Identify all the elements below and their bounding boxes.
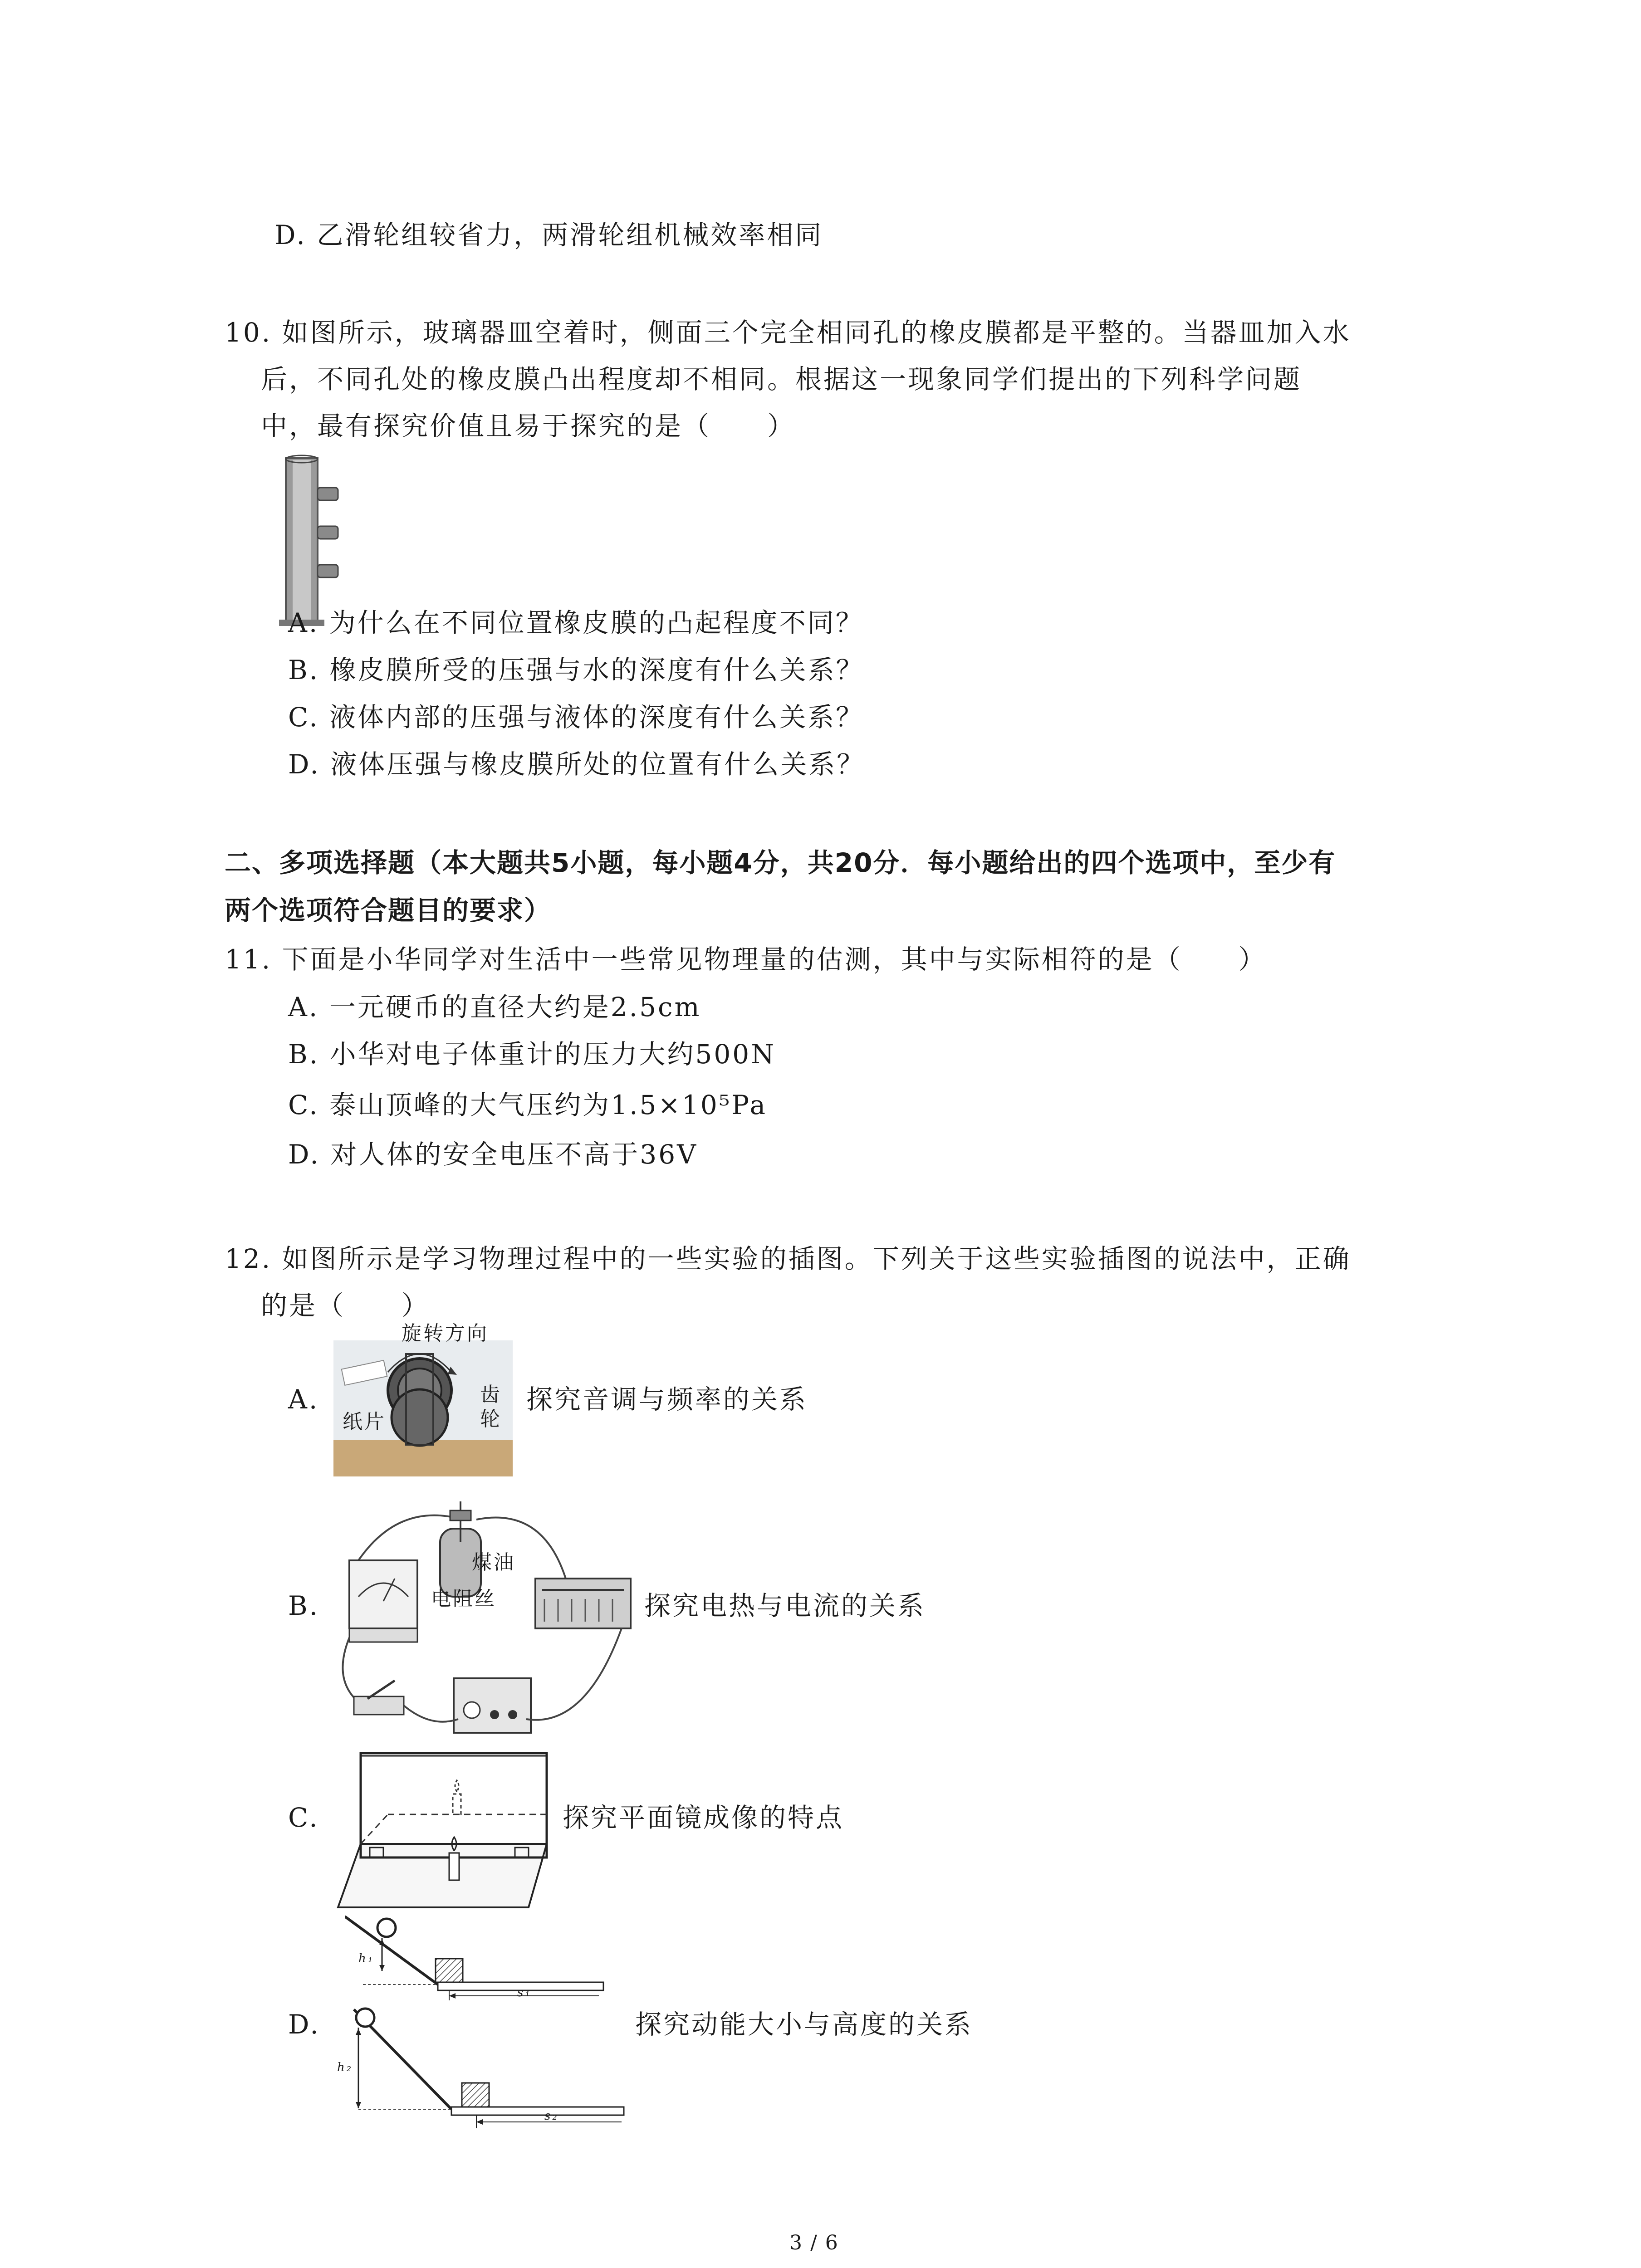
q10-stem-line2: 后，不同孔处的橡皮膜凸出程度却不相同。根据这一现象同学们提出的下列科学问题 — [261, 364, 1302, 395]
q12-option-c-letter: C. — [288, 1802, 319, 1833]
q12-d-label-h1: h₁ — [358, 1952, 375, 1965]
q10-option-b: B. 橡皮膜所受的压强与水的深度有什么关系？ — [288, 655, 864, 685]
q11-option-a: A. 一元硬币的直径大约是2.5cm — [288, 992, 701, 1022]
q10-stem-line3: 中，最有探究价值且易于探究的是（ ） — [261, 411, 796, 441]
q12-figure-incline-h1 — [345, 1910, 617, 2000]
section-2-heading-line1: 二、多项选择题（本大题共5小题，每小题4分，共20分．每小题给出的四个选项中，至少有 — [225, 847, 1336, 878]
q10-option-c: C. 液体内部的压强与液体的深度有什么关系？ — [288, 702, 864, 733]
q12-a-fig-label-rotation: 旋转方向 — [402, 1322, 489, 1345]
q12-option-a-letter: A. — [288, 1384, 319, 1415]
q12-b-fig-label-oil: 煤油 — [472, 1551, 515, 1574]
q10-stem-line1: 10. 如图所示，玻璃器皿空着时，侧面三个完全相同孔的橡皮膜都是平整的。当器皿加入水 — [225, 317, 1351, 348]
q10-option-d: D. 液体压强与橡皮膜所处的位置有什么关系？ — [288, 749, 865, 780]
q12-option-d-text: 探究动能大小与高度的关系 — [635, 2009, 973, 2040]
q12-option-d-letter: D. — [288, 2009, 320, 2040]
q12-stem-line2: 的是（ ） — [261, 1290, 430, 1321]
q12-a-fig-label-gear1: 齿 — [480, 1383, 502, 1406]
q12-figure-plane-mirror — [333, 1744, 560, 1912]
section-2-heading-line2: 两个选项符合题目的要求） — [225, 895, 552, 926]
q11-stem: 11. 下面是小华同学对生活中一些常见物理量的估测，其中与实际相符的是（ ） — [225, 944, 1267, 975]
q12-b-fig-label-wire: 电阻丝 — [431, 1587, 496, 1610]
q12-d-label-h2: h₂ — [337, 2061, 353, 2074]
q12-figure-circuit — [331, 1492, 640, 1744]
q12-d-label-s1: s₁ — [517, 1986, 532, 1999]
q10-figure-glass-vessel — [274, 454, 352, 631]
q9-option-d: D. 乙滑轮组较省力，两滑轮组机械效率相同 — [274, 220, 823, 250]
q12-option-c-text: 探究平面镜成像的特点 — [563, 1802, 844, 1833]
page-number: 3 / 6 — [789, 2231, 839, 2254]
q12-figure-incline-h2 — [345, 2005, 635, 2141]
q12-a-fig-label-gear2: 轮 — [480, 1408, 502, 1431]
q11-option-c: C. 泰山顶峰的大气压约为1.5×10⁵Pa — [288, 1090, 768, 1120]
q11-option-b: B. 小华对电子体重计的压力大约500N — [288, 1039, 776, 1070]
q12-stem-line1: 12. 如图所示是学习物理过程中的一些实验的插图。下列关于这些实验插图的说法中，正确 — [225, 1243, 1351, 1274]
q10-option-a: A. 为什么在不同位置橡皮膜的凸起程度不同？ — [288, 607, 864, 638]
q12-option-b-letter: B. — [288, 1590, 320, 1621]
q12-d-label-s2: s₂ — [544, 2109, 559, 2123]
q12-a-fig-label-paper: 纸片 — [343, 1410, 386, 1433]
q12-option-b-text: 探究电热与电流的关系 — [644, 1590, 926, 1621]
q12-option-a-text: 探究音调与频率的关系 — [526, 1384, 808, 1415]
q11-option-d: D. 对人体的安全电压不高于36V — [288, 1139, 698, 1170]
